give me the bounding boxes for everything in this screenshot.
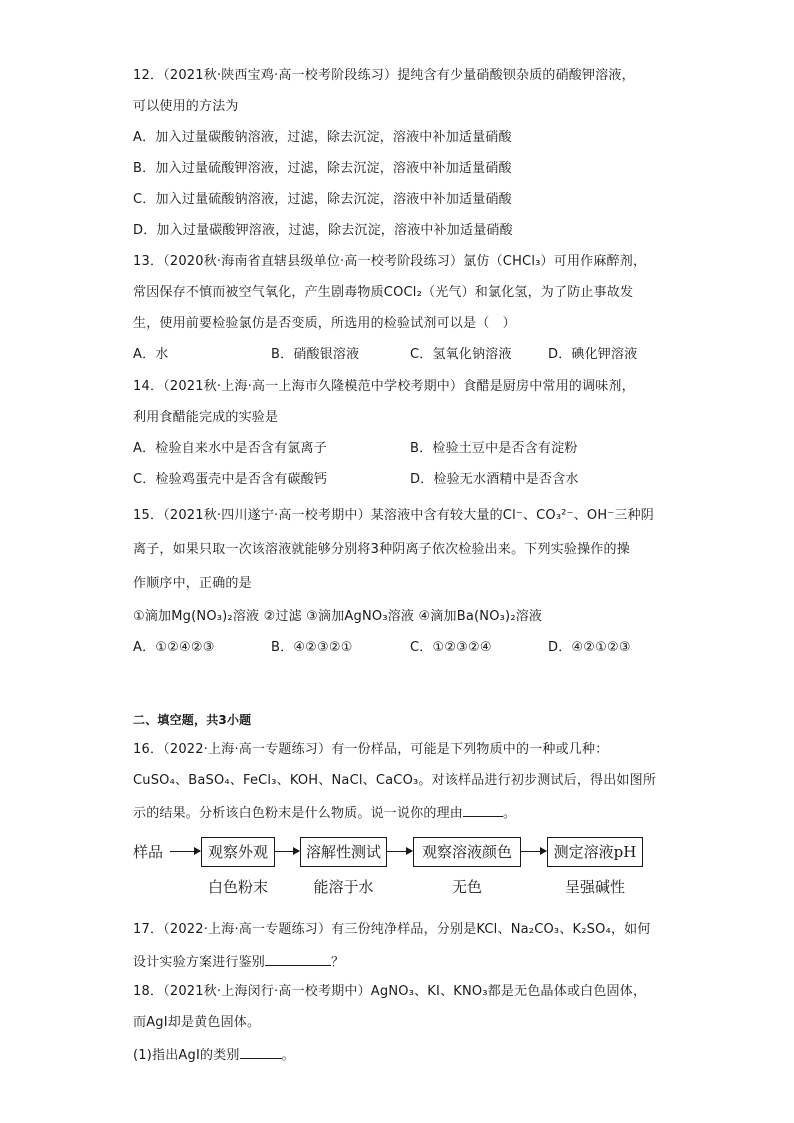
section-heading: 二、填空题，共3小题	[133, 713, 252, 727]
q12-stem-line2: 可以使用的方法为	[133, 99, 239, 114]
q12-option-b: B．加入过量硫酸钾溶液，过滤，除去沉淀，溶液中补加适量硝酸	[133, 161, 512, 176]
q18-sub1-text: (1)指出AgI的类别	[133, 1048, 240, 1063]
q13-stem-line1: 13．（2020秋·海南省直辖县级单位·高一校考阶段练习）氯仿（CHCl₃）可用作麻醉剂，	[133, 254, 647, 269]
q16-stem-line1: 16．（2022·上海·高一专题练习）有一份样品，可能是下列物质中的一种或几种：	[133, 742, 609, 757]
q12-option-c: C．加入过量硫酸钠溶液，过滤，除去沉淀，溶液中补加适量硝酸	[133, 192, 512, 207]
q18-answer-blank[interactable]	[240, 1044, 282, 1059]
flow-result-ph: 呈强碱性	[564, 878, 625, 896]
q13-option-b: B．硝酸银溶液	[271, 347, 360, 362]
flow-result-solubility: 能溶于水	[313, 878, 374, 896]
flow-arrow-1	[170, 851, 200, 852]
q12-option-a: A．加入过量碳酸钠溶液，过滤，除去沉淀，溶液中补加适量硝酸	[133, 130, 512, 145]
q14-stem-line1: 14．（2021秋·上海·高一上海市久隆模范中学校考期中）食醋是厨房中常用的调味剂，	[133, 379, 635, 394]
flow-step-appearance: 观察外观	[201, 837, 275, 867]
q16-stem-line2: CuSO₄、BaSO₄、FeCl₃、KOH、NaCl、CaCO₃。对该样品进行初步测试后，得出如图所	[133, 773, 657, 788]
q15-stem-line1: 15．（2021秋·四川遂宁·高一校考期中）某溶液中含有较大量的Cl⁻、CO₃²⁻、OH⁻三种阴	[133, 508, 655, 523]
q17-stem-text: 设计实验方案进行鉴别	[133, 955, 266, 970]
q12-option-d: D．加入过量碳酸钾溶液，过滤，除去沉淀，溶液中补加适量硝酸	[133, 223, 513, 238]
q15-option-c: C．①②③②④	[410, 640, 492, 655]
q15-stem-line3: 作顺序中，正确的是	[133, 576, 252, 591]
q14-option-d: D．检验无水酒精中是否含水	[410, 472, 579, 487]
q16-answer-blank[interactable]	[463, 802, 503, 817]
flow-arrow-2	[275, 851, 299, 852]
q13-options	[133, 345, 653, 365]
flow-arrow-3	[387, 851, 412, 852]
q15-options	[133, 638, 653, 658]
flow-step-solubility: 溶解性测试	[300, 837, 387, 867]
q13-stem-line3: 生，使用前要检验氯仿是否变质，所选用的检验试剂可以是（ ）	[133, 316, 516, 331]
q17-stem-line2	[133, 951, 344, 973]
q14-options-row2	[133, 470, 653, 490]
q14-option-b: B．检验土豆中是否含有淀粉	[410, 441, 578, 456]
q18-sub1-end: 。	[281, 1048, 295, 1063]
flow-step-solution-color: 观察溶液颜色	[413, 837, 521, 867]
flow-arrow-4	[521, 851, 546, 852]
q18-stem-line2: 而AgI却是黄色固体。	[133, 1015, 261, 1030]
q12-stem-line1: 12．（2021秋·陕西宝鸡·高一校考阶段练习）提纯含有少量硝酸钡杂质的硝酸钾溶液，	[133, 68, 635, 83]
q13-option-c: C．氢氧化钠溶液	[410, 347, 512, 362]
q16-stem-text: 示的结果。分析该白色粉末是什么物质。说一说你的理由	[133, 806, 464, 821]
flow-start-label: 样品	[133, 843, 164, 861]
q13-option-d: D．碘化钾溶液	[548, 347, 638, 362]
q14-option-c: C．检验鸡蛋壳中是否含有碳酸钙	[133, 472, 328, 487]
flow-step-ph: 测定溶液pH	[547, 837, 643, 867]
q16-stem-end: 。	[503, 806, 517, 821]
q18-sub-1	[133, 1044, 295, 1066]
q14-stem-line2: 利用食醋能完成的实验是	[133, 410, 279, 425]
q14-options-row1	[133, 439, 653, 459]
q17-answer-blank[interactable]	[265, 951, 331, 966]
q15-option-a: A．①②④②③	[133, 640, 215, 655]
q13-stem-line2: 常因保存不慎而被空气氧化，产生剧毒物质COCl₂（光气）和氯化氢，为了防止事故发	[133, 285, 634, 300]
q15-stem-line2: 离子，如果只取一次该溶液就能够分别将3种阴离子依次检验出来。下列实验操作的操	[133, 542, 630, 557]
flow-result-color: 无色	[451, 878, 482, 896]
test-flow-diagram	[133, 837, 653, 901]
q13-option-a: A．水	[133, 347, 169, 362]
q15-option-d: D．④②①②③	[548, 640, 631, 655]
q15-operations: ①滴加Mg(NO₃)₂溶液 ②过滤 ③滴加AgNO₃溶液 ④滴加Ba(NO₃)₂溶液	[133, 609, 543, 624]
q14-option-a: A．检验自来水中是否含有氯离子	[133, 441, 327, 456]
q18-stem-line1: 18．（2021秋·上海闵行·高一校考期中）AgNO₃、KI、KNO₃都是无色晶体或白色固体，	[133, 984, 647, 999]
q17-stem-line1: 17．（2022·上海·高一专题练习）有三份纯净样品，分别是KCl、Na₂CO₃、K₂SO₄，如何	[133, 922, 651, 937]
q17-stem-end: ？	[331, 955, 345, 970]
flow-result-appearance: 白色粉末	[207, 878, 268, 896]
q16-stem-line3	[133, 802, 516, 824]
q15-option-b: B．④②③②①	[271, 640, 353, 655]
